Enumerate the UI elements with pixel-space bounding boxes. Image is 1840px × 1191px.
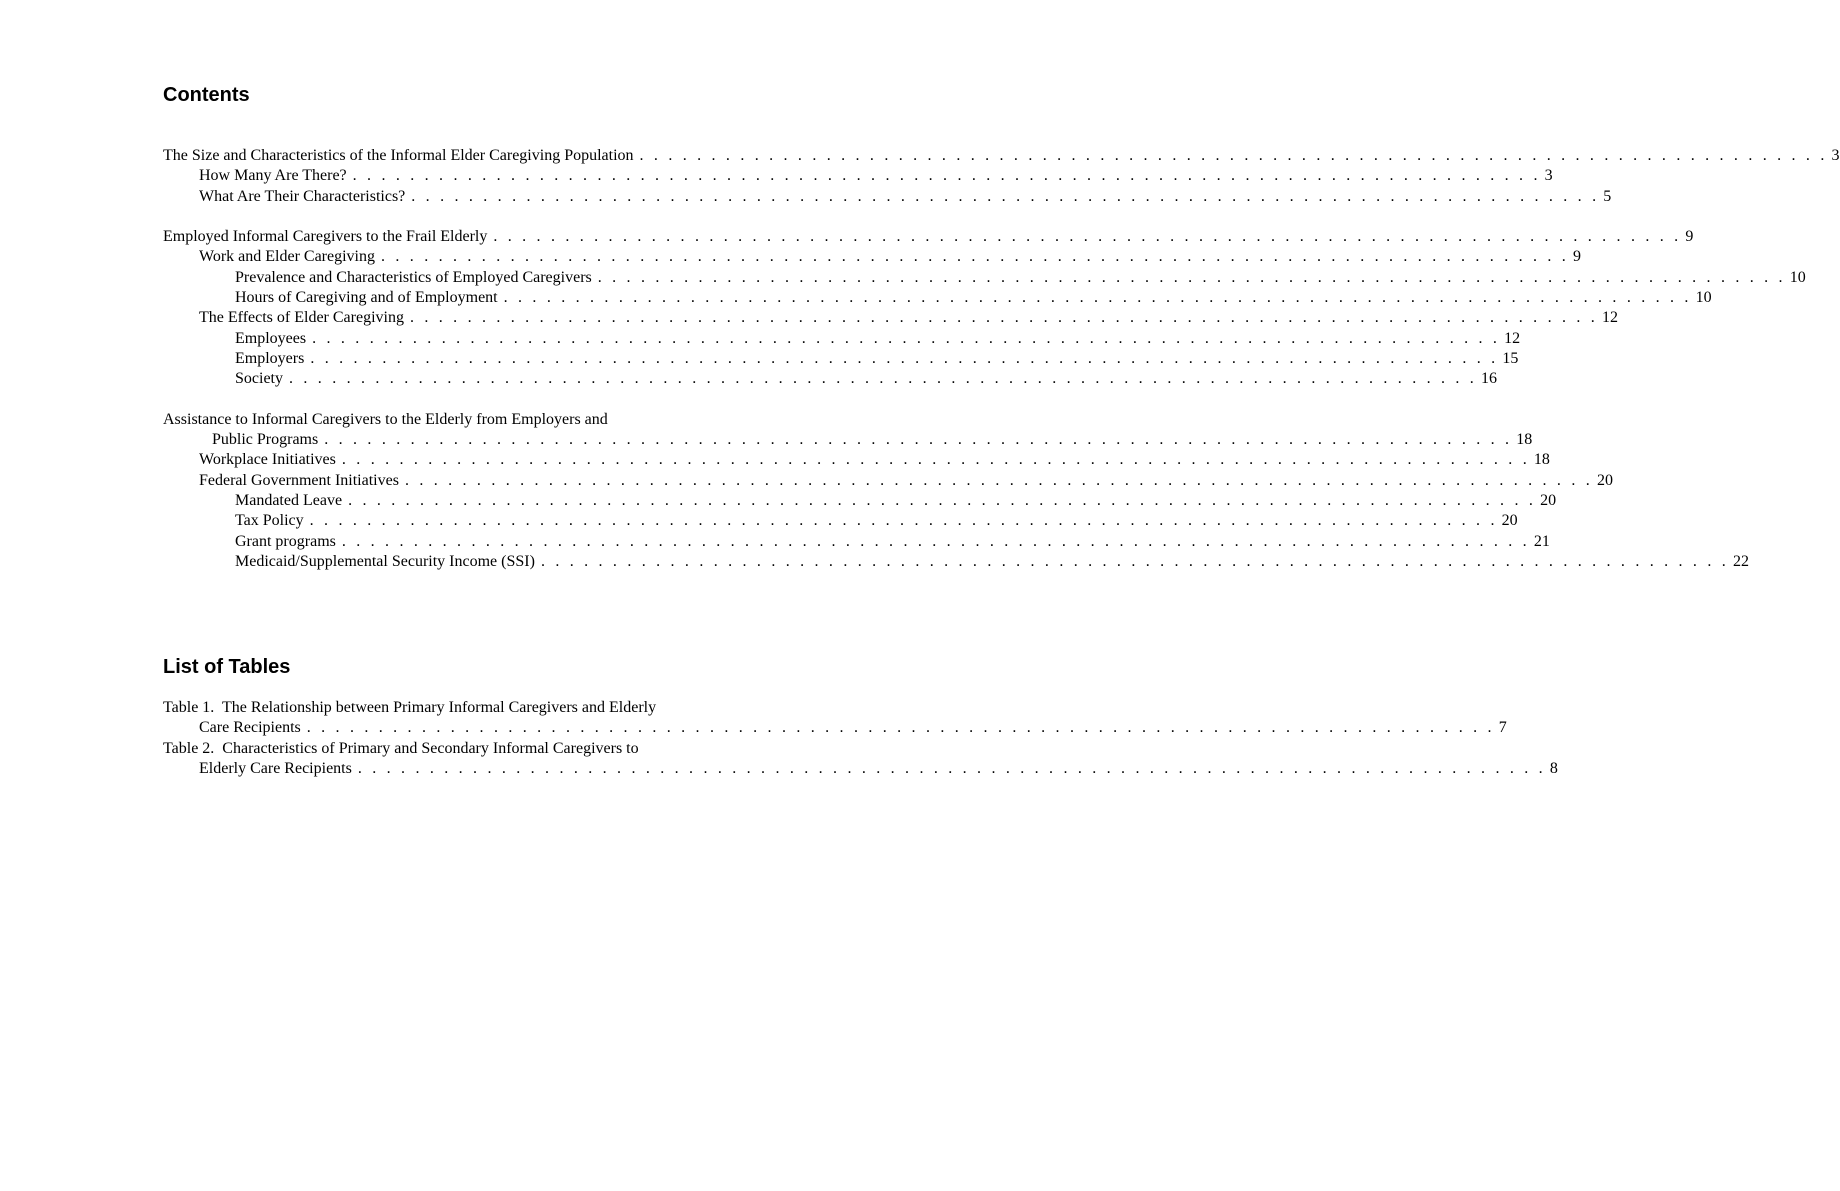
toc-entry[interactable] (163, 187, 1612, 207)
dot-leader: . . . . . . . . . . . . . . . . . . . . . . . . . . . . . . . . . . . . . . . . . . . . . . . . . . . . . . . . . . . . . . . . . . . . . . . . . . . . . . . . . . . (324, 431, 1513, 449)
toc-entry[interactable] (163, 227, 1694, 247)
table-page-number: 7 (1498, 719, 1507, 737)
toc-entry-title: How Many Are There? (199, 167, 347, 185)
dot-leader: . . . . . . . . . . . . . . . . . . . . . . . . . . . . . . . . . . . . . . . . . . . . . . . . . . . . . . . . . . . . . . . . . . . . . . . . . . . . . . . . . . . (310, 349, 1499, 367)
toc-page-number: 15 (1502, 349, 1519, 367)
dot-leader: . . . . . . . . . . . . . . . . . . . . . . . . . . . . . . . . . . . . . . . . . . . . . . . . . . . . . . . . . . . . . . . . . . . . . . . . . . . . . . . . . . . (503, 289, 1692, 307)
dot-leader: . . . . . . . . . . . . . . . . . . . . . . . . . . . . . . . . . . . . . . . . . . . . . . . . . . . . . . . . . . . . . . . . . . . . . . . . . . . . . . . . . . . (493, 228, 1682, 246)
dot-leader: . . . . . . . . . . . . . . . . . . . . . . . . . . . . . . . . . . . . . . . . . . . . . . . . . . . . . . . . . . . . . . . . . . . . . . . . . . . . . . . . . . . (381, 248, 1569, 266)
toc-entry[interactable] (163, 166, 1553, 186)
contents-list (163, 146, 1840, 572)
toc-page-number: 20 (1501, 512, 1518, 530)
toc-page-number: 10 (1789, 268, 1806, 286)
dot-leader: . . . . . . . . . . . . . . . . . . . . . . . . . . . . . . . . . . . . . . . . . . . . . . . . . . . . . . . . . . . . . . . . . . . . . . . . . . . . . . . . . . . (312, 329, 1501, 347)
table-entry[interactable] (163, 759, 1558, 779)
contents-heading: Contents (163, 84, 250, 106)
table-entry-title-line[interactable] (163, 698, 758, 718)
toc-entry-title: Grant programs (235, 532, 336, 550)
toc-entry-title: Mandated Leave (235, 492, 343, 510)
toc-page-number: 18 (1533, 451, 1550, 469)
toc-entry[interactable] (163, 268, 1806, 288)
toc-entry-title: Assistance to Informal Caregivers to the Elderly from Employers and (163, 410, 608, 428)
toc-page-number: 18 (1516, 431, 1533, 449)
toc-entry[interactable] (163, 349, 1519, 369)
toc-entry-title: What Are Their Characteristics? (199, 187, 406, 205)
toc-entry-title: Prevalence and Characteristics of Employed Caregivers (235, 268, 592, 286)
dot-leader: . . . . . . . . . . . . . . . . . . . . . . . . . . . . . . . . . . . . . . . . . . . . . . . . . . . . . . . . . . . . . . . . . . . . . . . . . . . . . . . . . . . (341, 532, 1530, 550)
toc-entry-title: Employers (235, 349, 305, 367)
toc-entry-title: Hours of Caregiving and of Employment (235, 289, 498, 307)
toc-page-number: 21 (1533, 532, 1550, 550)
dot-leader: . . . . . . . . . . . . . . . . . . . . . . . . . . . . . . . . . . . . . . . . . . . . . . . . . . . . . . . . . . . . . . . . . . . . . . . . . . . . . . . . . . . (352, 167, 1541, 185)
toc-entry-title: The Size and Characteristics of the Informal Elder Caregiving Population (163, 147, 634, 164)
toc-entry[interactable] (163, 146, 1840, 166)
toc-page-number: 20 (1540, 492, 1557, 510)
toc-entry-title: Work and Elder Caregiving (199, 248, 375, 266)
toc-entry[interactable] (163, 532, 1550, 552)
toc-entry[interactable] (163, 430, 1533, 450)
dot-leader: . . . . . . . . . . . . . . . . . . . . . . . . . . . . . . . . . . . . . . . . . . . . . . . . . . . . . . . . . . . . . . . . . . . . . . . . . . . . . . . . . . . (639, 147, 1828, 164)
list-of-tables-heading: List of Tables (163, 656, 291, 678)
toc-entry[interactable] (163, 329, 1521, 349)
toc-page-number: 3 (1544, 167, 1553, 185)
toc-page-number: 12 (1504, 329, 1521, 347)
dot-leader: . . . . . . . . . . . . . . . . . . . . . . . . . . . . . . . . . . . . . . . . . . . . . . . . . . . . . . . . . . . . . . . . . . . . . . . . . . . . . . . . . . . (341, 451, 1530, 469)
toc-entry-title-line[interactable] (163, 410, 758, 430)
toc-entry[interactable] (163, 308, 1618, 328)
table-page-number: 8 (1549, 759, 1558, 777)
toc-page-number: 9 (1573, 248, 1581, 266)
toc-entry-title: Employees (235, 329, 307, 347)
table-entry-title: Table 1. The Relationship between Primary Informal Caregivers and Elderly (163, 699, 657, 716)
table-entry[interactable] (163, 718, 1507, 738)
toc-entry-title: Tax Policy (235, 512, 304, 530)
toc-entry-title: The Effects of Elder Caregiving (199, 309, 404, 327)
toc-entry-title: Public Programs (212, 431, 319, 449)
toc-entry[interactable] (163, 491, 1557, 511)
toc-entry-title: Federal Government Initiatives (199, 471, 399, 489)
spacer (163, 207, 758, 227)
dot-leader: . . . . . . . . . . . . . . . . . . . . . . . . . . . . . . . . . . . . . . . . . . . . . . . . . . . . . . . . . . . . . . . . . . . . . . . . . . . . . . . . . . . (357, 759, 1546, 777)
toc-entry[interactable] (163, 511, 1518, 531)
toc-entry[interactable] (163, 450, 1550, 470)
list-of-tables (163, 698, 1558, 779)
toc-page-number: 20 (1596, 471, 1613, 489)
toc-entry[interactable] (163, 552, 1749, 572)
toc-page-number: 12 (1601, 309, 1618, 327)
dot-leader: . . . . . . . . . . . . . . . . . . . . . . . . . . . . . . . . . . . . . . . . . . . . . . . . . . . . . . . . . . . . . . . . . . . . . . . . . . . . . . . . . . . (309, 512, 1498, 530)
table-entry-title: Table 2. Characteristics of Primary and Secondary Informal Caregivers to (163, 739, 639, 757)
spacer (163, 390, 758, 410)
toc-entry[interactable] (163, 471, 1613, 491)
dot-leader: . . . . . . . . . . . . . . . . . . . . . . . . . . . . . . . . . . . . . . . . . . . . . . . . . . . . . . . . . . . . . . . . . . . . . . . . . . . . . . . . . . . (411, 187, 1600, 205)
toc-page-number: 5 (1603, 187, 1612, 205)
table-entry-title: Elderly Care Recipients (199, 759, 352, 777)
dot-leader: . . . . . . . . . . . . . . . . . . . . . . . . . . . . . . . . . . . . . . . . . . . . . . . . . . . . . . . . . . . . . . . . . . . . . . . . . . . . . . . . . . . (289, 370, 1477, 388)
dot-leader: . . . . . . . . . . . . . . . . . . . . . . . . . . . . . . . . . . . . . . . . . . . . . . . . . . . . . . . . . . . . . . . . . . . . . . . . . . . . . . . . . . . (540, 552, 1729, 570)
toc-entry[interactable] (163, 247, 1581, 267)
dot-leader: . . . . . . . . . . . . . . . . . . . . . . . . . . . . . . . . . . . . . . . . . . . . . . . . . . . . . . . . . . . . . . . . . . . . . . . . . . . . . . . . . . . (348, 492, 1537, 510)
dot-leader: . . . . . . . . . . . . . . . . . . . . . . . . . . . . . . . . . . . . . . . . . . . . . . . . . . . . . . . . . . . . . . . . . . . . . . . . . . . . . . . . . . . (306, 719, 1495, 737)
toc-entry-title: Society (235, 370, 283, 388)
dot-leader: . . . . . . . . . . . . . . . . . . . . . . . . . . . . . . . . . . . . . . . . . . . . . . . . . . . . . . . . . . . . . . . . . . . . . . . . . . . . . . . . . . . (597, 268, 1786, 286)
toc-entry[interactable] (163, 369, 1497, 389)
toc-entry[interactable] (163, 288, 1712, 308)
toc-page-number: 10 (1695, 289, 1712, 307)
dot-leader: . . . . . . . . . . . . . . . . . . . . . . . . . . . . . . . . . . . . . . . . . . . . . . . . . . . . . . . . . . . . . . . . . . . . . . . . . . . . . . . . . . . (404, 471, 1593, 489)
toc-page-number: 16 (1481, 370, 1497, 388)
toc-page-number: 22 (1732, 552, 1749, 570)
table-entry-title: Care Recipients (199, 719, 301, 737)
toc-entry-title: Workplace Initiatives (199, 451, 336, 469)
toc-entry-title: Medicaid/Supplemental Security Income (SSI) (235, 552, 535, 570)
dot-leader: . . . . . . . . . . . . . . . . . . . . . . . . . . . . . . . . . . . . . . . . . . . . . . . . . . . . . . . . . . . . . . . . . . . . . . . . . . . . . . . . . . . (409, 309, 1598, 327)
toc-entry-title: Employed Informal Caregivers to the Frail Elderly (163, 228, 488, 246)
table-entry-title-line[interactable] (163, 739, 758, 759)
toc-page-number: 9 (1685, 228, 1694, 246)
toc-page-number: 3 (1831, 147, 1840, 164)
